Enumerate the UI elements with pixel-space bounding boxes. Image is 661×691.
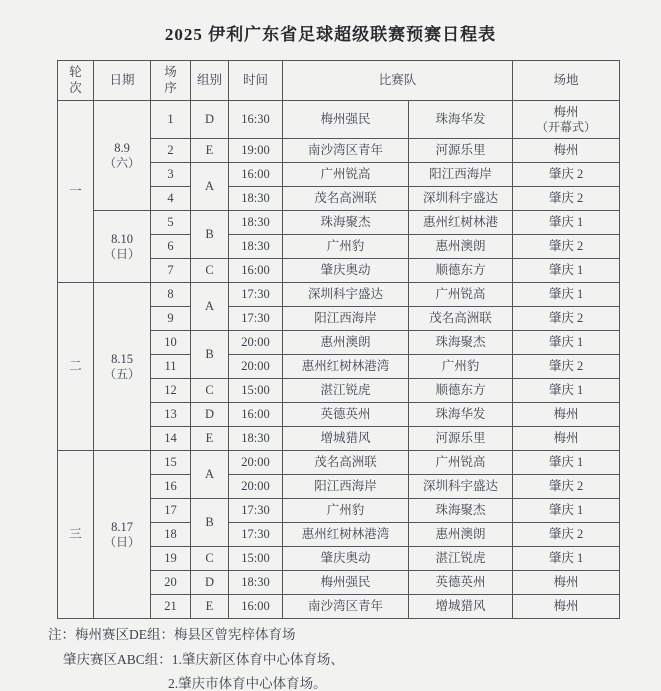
- venue-cell: 肇庆 2: [513, 523, 620, 547]
- table-header: [58, 61, 620, 101]
- time-cell: 16:00: [229, 595, 283, 619]
- venue-cell: 肇庆 2: [513, 187, 620, 211]
- venue-cell: 肇庆 1: [513, 259, 620, 283]
- home-team-cell: 茂名高洲联: [283, 187, 409, 211]
- date-cell: [94, 101, 151, 211]
- away-team-cell: 广州豹: [409, 355, 513, 379]
- venue-cell: 梅州: [513, 403, 620, 427]
- away-team-cell: 增城猎风: [409, 595, 513, 619]
- time-cell: 18:30: [229, 187, 283, 211]
- venue-cell: 肇庆 1: [513, 331, 620, 355]
- time-cell: 20:00: [229, 331, 283, 355]
- away-team-cell: 河源乐里: [409, 427, 513, 451]
- group-cell: C: [191, 379, 229, 403]
- table-body: [58, 101, 620, 619]
- match-no-cell: 2: [151, 139, 191, 163]
- time-cell: 16:30: [229, 101, 283, 139]
- venue-cell: 肇庆 2: [513, 163, 620, 187]
- group-cell: A: [191, 163, 229, 211]
- away-team-cell: 惠州澳朗: [409, 235, 513, 259]
- venue-cell: 肇庆 1: [513, 499, 620, 523]
- date-weekday: （五）: [103, 366, 140, 381]
- time-cell: 18:30: [229, 211, 283, 235]
- away-team-cell: 珠海聚杰: [409, 331, 513, 355]
- date-value: 8.9: [114, 140, 130, 155]
- venue-cell: 梅州: [513, 427, 620, 451]
- match-no-cell: 11: [151, 355, 191, 379]
- venue-cell: 肇庆 2: [513, 235, 620, 259]
- page-title: 2025 伊利广东省足球超级联赛预赛日程表: [164, 25, 497, 44]
- away-team-cell: 茂名高洲联: [409, 307, 513, 331]
- match-no-cell: 16: [151, 475, 191, 499]
- venue-cell: 肇庆 1: [513, 211, 620, 235]
- time-cell: 20:00: [229, 355, 283, 379]
- home-team-cell: 广州锐高: [283, 163, 409, 187]
- match-no-cell: 10: [151, 331, 191, 355]
- match-no-cell: 12: [151, 379, 191, 403]
- away-team-cell: 珠海聚杰: [409, 499, 513, 523]
- home-team-cell: 广州豹: [283, 235, 409, 259]
- match-no-cell: 7: [151, 259, 191, 283]
- col-header-round: [58, 61, 94, 101]
- home-team-cell: 深圳科宇盛达: [283, 283, 409, 307]
- time-cell: 16:00: [229, 259, 283, 283]
- group-cell: D: [191, 403, 229, 427]
- home-team-cell: 南沙湾区青年: [283, 595, 409, 619]
- round-cell: 一: [58, 101, 94, 283]
- away-team-cell: 珠海华发: [409, 403, 513, 427]
- schedule-table: [57, 60, 620, 619]
- footnotes: [0, 628, 661, 691]
- venue-cell: 肇庆 1: [513, 547, 620, 571]
- date-weekday: （日）: [103, 246, 140, 261]
- col-header-date: 日期: [94, 61, 151, 101]
- group-cell: A: [191, 451, 229, 499]
- col-header-group: 组别: [191, 61, 229, 101]
- venue-cell: 肇庆 2: [513, 307, 620, 331]
- away-team-cell: 珠海华发: [409, 101, 513, 139]
- group-cell: D: [191, 101, 229, 139]
- home-team-cell: 肇庆奥动: [283, 547, 409, 571]
- time-cell: 18:30: [229, 235, 283, 259]
- group-cell: B: [191, 331, 229, 379]
- home-team-cell: 肇庆奥动: [283, 259, 409, 283]
- home-team-cell: 梅州强民: [283, 571, 409, 595]
- round-cell: 三: [58, 451, 94, 619]
- match-row: [58, 211, 620, 235]
- match-no-cell: 5: [151, 211, 191, 235]
- round-cell: 二: [58, 283, 94, 451]
- match-row: [58, 283, 620, 307]
- match-no-cell: 15: [151, 451, 191, 475]
- home-team-cell: 珠海聚杰: [283, 211, 409, 235]
- venue-cell: 梅州: [513, 595, 620, 619]
- venue-cell: [513, 101, 620, 139]
- match-no-cell: 3: [151, 163, 191, 187]
- group-cell: A: [191, 283, 229, 331]
- venue-note: （开幕式）: [536, 119, 597, 134]
- home-team-cell: 南沙湾区青年: [283, 139, 409, 163]
- time-cell: 17:30: [229, 523, 283, 547]
- match-no-cell: 4: [151, 187, 191, 211]
- match-no-cell: 8: [151, 283, 191, 307]
- time-cell: 16:00: [229, 403, 283, 427]
- home-team-cell: 惠州红树林港湾: [283, 523, 409, 547]
- home-team-cell: 茂名高洲联: [283, 451, 409, 475]
- home-team-cell: 阳江西海岸: [283, 475, 409, 499]
- match-row: [58, 451, 620, 475]
- venue-cell: 肇庆 1: [513, 451, 620, 475]
- away-team-cell: 惠州红树林港: [409, 211, 513, 235]
- match-no-cell: 19: [151, 547, 191, 571]
- home-team-cell: 湛江锐虎: [283, 379, 409, 403]
- group-cell: C: [191, 259, 229, 283]
- col-header-teams: 比赛队: [283, 61, 513, 101]
- date-cell: [94, 211, 151, 283]
- group-cell: D: [191, 571, 229, 595]
- match-row: [58, 101, 620, 139]
- header-row: [58, 61, 620, 101]
- time-cell: 19:00: [229, 139, 283, 163]
- match-no-header-label: 场序: [164, 65, 177, 96]
- away-team-cell: 深圳科宇盛达: [409, 187, 513, 211]
- match-no-cell: 21: [151, 595, 191, 619]
- match-no-cell: 18: [151, 523, 191, 547]
- date-weekday: （日）: [103, 534, 140, 549]
- away-team-cell: 惠州澳朗: [409, 523, 513, 547]
- venue-cell: 梅州: [513, 139, 620, 163]
- date-cell: [94, 451, 151, 619]
- away-team-cell: 广州锐高: [409, 283, 513, 307]
- venue-cell: 肇庆 1: [513, 379, 620, 403]
- col-header-time: 时间: [229, 61, 283, 101]
- home-team-cell: 梅州强民: [283, 101, 409, 139]
- away-team-cell: 深圳科宇盛达: [409, 475, 513, 499]
- match-no-cell: 13: [151, 403, 191, 427]
- note-zhaoqing: 肇庆赛区ABC组：1.肇庆新区体育中心体育场、: [63, 651, 344, 667]
- group-cell: C: [191, 547, 229, 571]
- col-header-venue: 场地: [513, 61, 620, 101]
- venue-cell: 肇庆 1: [513, 283, 620, 307]
- home-team-cell: 惠州澳朗: [283, 331, 409, 355]
- venue-cell: 肇庆 2: [513, 475, 620, 499]
- home-team-cell: 英德英州: [283, 403, 409, 427]
- away-team-cell: 顺德东方: [409, 379, 513, 403]
- col-header-match-no: [151, 61, 191, 101]
- away-team-cell: 英德英州: [409, 571, 513, 595]
- group-cell: B: [191, 499, 229, 547]
- group-cell: E: [191, 139, 229, 163]
- home-team-cell: 阳江西海岸: [283, 307, 409, 331]
- away-team-cell: 河源乐里: [409, 139, 513, 163]
- away-team-cell: 阳江西海岸: [409, 163, 513, 187]
- round-header-label: 轮次: [69, 65, 82, 96]
- time-cell: 15:00: [229, 547, 283, 571]
- away-team-cell: 湛江锐虎: [409, 547, 513, 571]
- match-no-cell: 6: [151, 235, 191, 259]
- group-cell: E: [191, 595, 229, 619]
- match-no-cell: 14: [151, 427, 191, 451]
- match-no-cell: 17: [151, 499, 191, 523]
- group-cell: E: [191, 427, 229, 451]
- home-team-cell: 惠州红树林港湾: [283, 355, 409, 379]
- away-team-cell: 广州锐高: [409, 451, 513, 475]
- venue-cell: 梅州: [513, 571, 620, 595]
- away-team-cell: 顺德东方: [409, 259, 513, 283]
- date-weekday: （六）: [103, 155, 140, 170]
- home-team-cell: 增城猎风: [283, 427, 409, 451]
- time-cell: 20:00: [229, 475, 283, 499]
- time-cell: 17:30: [229, 307, 283, 331]
- time-cell: 20:00: [229, 451, 283, 475]
- date-value: 8.10: [111, 231, 133, 246]
- time-cell: 18:30: [229, 571, 283, 595]
- date-value: 8.15: [111, 351, 133, 366]
- match-no-cell: 1: [151, 101, 191, 139]
- time-cell: 16:00: [229, 163, 283, 187]
- date-cell: [94, 283, 151, 451]
- group-cell: B: [191, 211, 229, 259]
- home-team-cell: 广州豹: [283, 499, 409, 523]
- match-no-cell: 9: [151, 307, 191, 331]
- date-value: 8.17: [111, 519, 133, 534]
- time-cell: 18:30: [229, 427, 283, 451]
- venue-cell: 肇庆 2: [513, 355, 620, 379]
- match-no-cell: 20: [151, 571, 191, 595]
- note-meizhou: 注：梅州赛区DE组：梅县区曾宪梓体育场: [48, 627, 296, 642]
- note-zhaoqing-2: 2.肇庆市体育中心体育场。: [168, 676, 327, 691]
- time-cell: 17:30: [229, 283, 283, 307]
- venue-value: 梅州: [553, 104, 579, 119]
- time-cell: 17:30: [229, 499, 283, 523]
- time-cell: 15:00: [229, 379, 283, 403]
